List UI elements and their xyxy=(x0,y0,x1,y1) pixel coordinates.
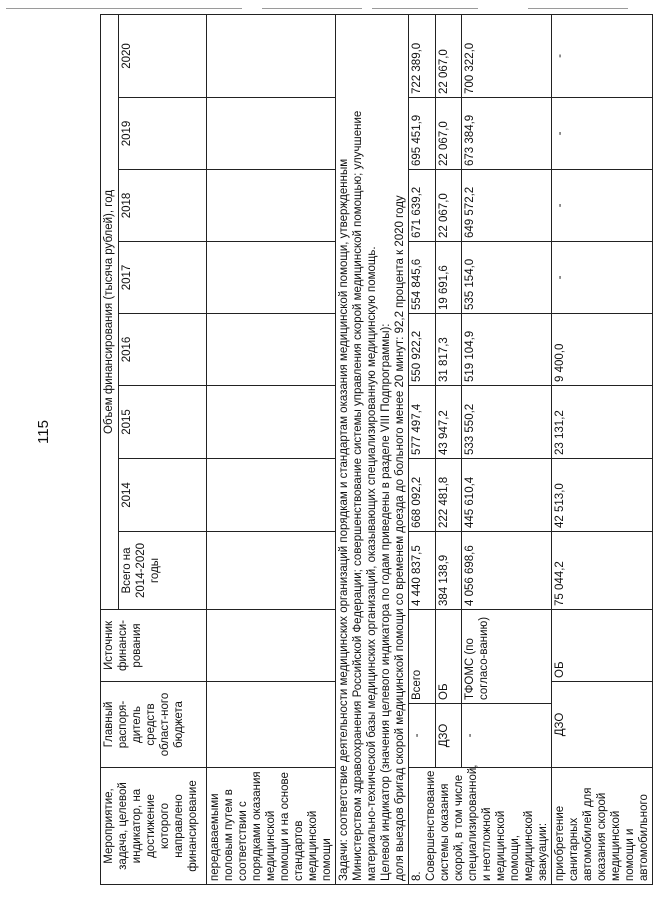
header-source: Источник финанси-рования xyxy=(101,609,207,681)
task-line: Министерством здравоохранения Российской Федерации; совершенствование системы управления скорой медицинской помощью; улучшение xyxy=(352,110,365,881)
scan-top-line xyxy=(262,8,362,9)
header-year: 2014 xyxy=(119,458,207,531)
manager-cell: ДЗО xyxy=(435,704,461,768)
manager-cell: - xyxy=(409,704,435,768)
table-row xyxy=(552,14,653,884)
value-cell: 668 092,2 xyxy=(409,458,435,531)
value-cell: 22 067,0 xyxy=(435,97,461,169)
scan-top-line xyxy=(372,8,478,9)
source-cell: ТФОМС (по согласо-ванию) xyxy=(461,609,552,703)
value-cell: 43 947,2 xyxy=(435,385,461,458)
total-cell: 384 138,9 xyxy=(435,531,461,609)
value-cell: 31 817,3 xyxy=(435,313,461,385)
task-row xyxy=(336,14,409,884)
value-cell: 519 104,9 xyxy=(461,313,552,385)
value-cell: 23 131,2 xyxy=(552,385,653,458)
source-cell: Всего xyxy=(409,609,435,703)
task-text xyxy=(336,14,409,884)
item8-title: 8. Совершенствование системы оказания скорой, в том числе специализированной, и неотложной медицинской помощи, медицинской эвакуации: xyxy=(409,768,552,885)
page-number: 115 xyxy=(35,420,52,444)
value-cell: 9 400,0 xyxy=(552,313,653,385)
header-manager: Главный распоря-дитель средств област-ного бюджета xyxy=(101,681,207,767)
header-year: 2016 xyxy=(119,313,207,385)
scan-top-line xyxy=(6,8,242,9)
header-year: 2019 xyxy=(119,97,207,169)
table-row xyxy=(409,14,435,884)
scan-top-line xyxy=(528,8,628,9)
cell-empty xyxy=(207,385,336,458)
cell-empty xyxy=(207,169,336,241)
value-cell: 19 691,6 xyxy=(435,241,461,313)
cell-empty xyxy=(207,458,336,531)
header-year: 2018 xyxy=(119,169,207,241)
table-row xyxy=(461,14,552,884)
task-line: Целевой индикатор (значения целевого индикатора по годам приведены в разделе VIII Подпрограммы): xyxy=(380,323,393,881)
cell-empty xyxy=(207,14,336,97)
header-year: 2015 xyxy=(119,385,207,458)
value-cell: 533 550,2 xyxy=(461,385,552,458)
header-year: 2017 xyxy=(119,241,207,313)
manager-cell: - xyxy=(461,704,552,768)
value-cell: - xyxy=(552,169,653,241)
value-cell: 550 922,2 xyxy=(409,313,435,385)
value-cell: 554 845,6 xyxy=(409,241,435,313)
value-cell: 673 384,9 xyxy=(461,97,552,169)
cell-empty xyxy=(207,313,336,385)
cell-empty xyxy=(207,97,336,169)
table-row xyxy=(435,14,461,884)
value-cell: 577 497,4 xyxy=(409,385,435,458)
value-cell: 722 389,0 xyxy=(409,14,435,97)
cell-empty xyxy=(207,609,336,681)
total-cell: 75 044,2 xyxy=(552,531,653,609)
value-cell: 445 610,4 xyxy=(461,458,552,531)
value-cell: 22 067,0 xyxy=(435,14,461,97)
value-cell: - xyxy=(552,241,653,313)
value-cell: 700 322,0 xyxy=(461,14,552,97)
value-cell: 42 513,0 xyxy=(552,458,653,531)
task-line: доля выездов бригад скорой медицинской помощи со временем доезда до больного менее 20 минут: 92,2 процента к 2020 году xyxy=(394,195,407,881)
purchase-text: приобретение санитарных автомобилей для оказания скорой медицинской помощи и автомобильного xyxy=(552,768,653,885)
task-line: материально-технической базы медицинских организаций, оказывающих специализированную медицинскую помощь. xyxy=(366,246,379,881)
manager-cell: ДЗО xyxy=(552,681,653,767)
rotated-page-content xyxy=(100,15,651,885)
table-row xyxy=(207,14,336,884)
header-total: Всего на 2014-2020 годы xyxy=(119,531,207,609)
value-cell: 22 067,0 xyxy=(435,169,461,241)
value-cell: - xyxy=(552,97,653,169)
continuation-text: передаваемыми половым путем в соответствии с порядками оказания медицинской помощи и на основе стандартов медицинской помощи xyxy=(207,768,336,885)
cell-empty xyxy=(207,681,336,767)
value-cell: 695 451,9 xyxy=(409,97,435,169)
task-line: Задачи: соответствие деятельности медицинских организаций порядкам и стандартам оказания медицинской помощи, утвержденным xyxy=(338,158,351,881)
value-cell: 222 481,8 xyxy=(435,458,461,531)
total-cell: 4 056 698,6 xyxy=(461,531,552,609)
financing-table xyxy=(100,14,653,885)
header-year: 2020 xyxy=(119,14,207,97)
value-cell: - xyxy=(552,14,653,97)
cell-empty xyxy=(207,531,336,609)
value-cell: 649 572,2 xyxy=(461,169,552,241)
value-cell: 535 154,0 xyxy=(461,241,552,313)
value-cell: 671 639,2 xyxy=(409,169,435,241)
total-cell: 4 440 837,5 xyxy=(409,531,435,609)
source-cell: ОБ xyxy=(435,609,461,703)
header-activity: Мероприятие, задача, целевой индикатор, на достижение которого направлено финансирование xyxy=(101,768,207,885)
header-volume: Объем финансирования (тысяча рублей), год xyxy=(101,14,119,609)
source-cell: ОБ xyxy=(552,609,653,681)
cell-empty xyxy=(207,241,336,313)
